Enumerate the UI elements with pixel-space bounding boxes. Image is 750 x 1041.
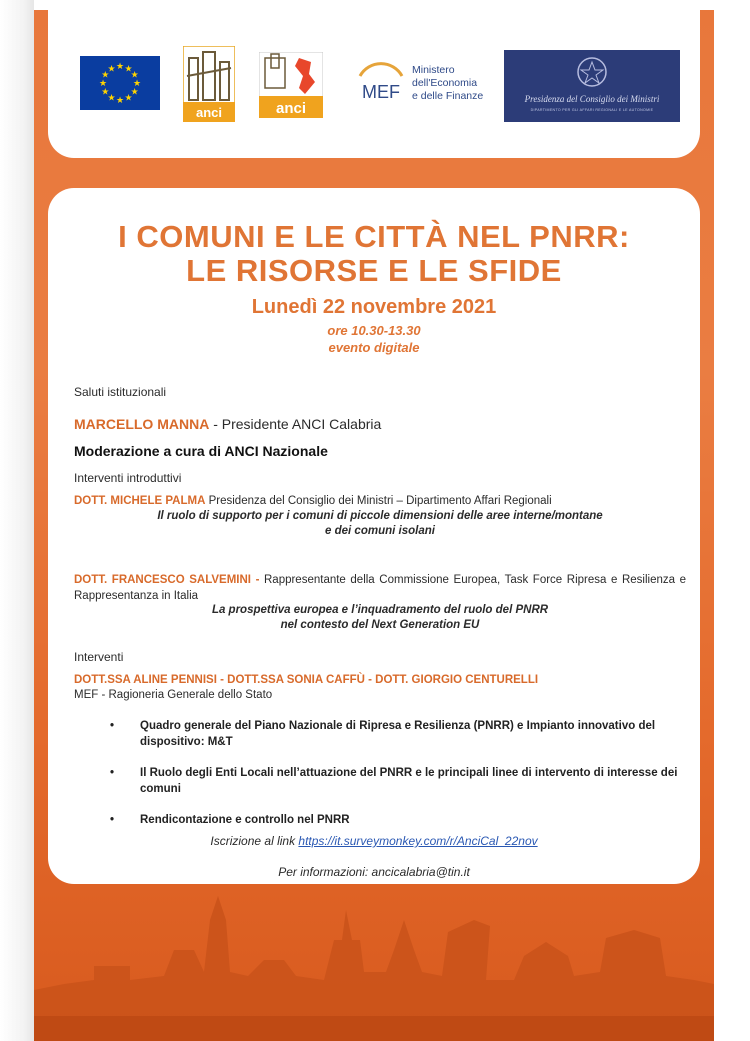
speaker2: DOTT. FRANCESCO SALVEMINI - Rappresentante della Commissione Europea, Task Force Ripresa e Resilienza e Rappresentanza in Italia (74, 574, 686, 602)
speaker2-topic: La prospettiva europea e l’inquadramento del ruolo del PNRR nel contesto del Next Generation EU (211, 604, 549, 631)
contact-info: Per informazioni: ancicalabria@tin.it (278, 865, 470, 879)
star-icon: ★ (101, 87, 110, 98)
mef-emblem-icon (354, 62, 408, 116)
star-icon: ★ (124, 64, 133, 75)
event-title: I COMUNI E LE CITTÀ NEL PNRR: LE RISORSE E LE SFIDE (118, 219, 630, 288)
star-icon: ★ (115, 96, 125, 106)
saluti-speaker: MARCELLO MANNA - Presidente ANCI Calabria (74, 416, 382, 432)
star-icon: ★ (101, 70, 110, 81)
registration: Iscrizione al link https://it.surveymonkey.com/r/AnciCal_22nov (210, 834, 538, 848)
italian-emblem-icon (504, 50, 680, 94)
registration-link[interactable]: https://it.surveymonkey.com/r/AnciCal_22nov (298, 834, 538, 848)
list-item: • Il Ruolo degli Enti Locali nell’attuazione del PNRR e le principali linee di intervento di interesse dei comuni (110, 767, 678, 795)
bullet-icon: • (110, 767, 115, 779)
list-item: • Rendicontazione e controllo nel PNRR (110, 814, 350, 826)
moderazione: Moderazione a cura di ANCI Nazionale (74, 443, 328, 459)
star-icon: ★ (130, 87, 139, 98)
mef-name: Ministero dell'Economia e delle Finanze (412, 64, 484, 102)
speakers3-org: MEF - Ragioneria Generale dello Stato (74, 689, 273, 701)
anci-calabria-logo (259, 52, 323, 118)
saluti-label: Saluti istituzionali (74, 385, 167, 399)
star-icon: ★ (107, 64, 116, 75)
presidenza-consiglio-logo (504, 50, 680, 122)
list-item: • Quadro generale del Piano Nazionale di Ripresa e Resilienza (PNRR) e Impianto innovativo del dispositivo: M&T (110, 720, 656, 748)
pcm-subtitle: DIPARTIMENTO PER GLI AFFARI REGIONALI E LE AUTONOMIE (530, 108, 654, 112)
star-icon: ★ (107, 93, 116, 104)
city-skyline-image (34, 880, 714, 1041)
event-time: ore 10.30-13.30 (327, 323, 421, 338)
event-date: Lunedì 22 novembre 2021 (251, 296, 497, 318)
eu-flag-logo (80, 56, 160, 110)
bullet-icon: • (110, 720, 115, 732)
speaker1: DOTT. MICHELE PALMA Presidenza del Consiglio dei Ministri – Dipartimento Affari Regionali (74, 495, 552, 507)
speakers3-names: DOTT.SSA ALINE PENNISI - DOTT.SSA SONIA CAFFÙ - DOTT. GIORGIO CENTURELLI (74, 674, 539, 686)
star-icon: ★ (115, 62, 125, 72)
star-icon: ★ (130, 70, 139, 81)
svg-text:anci: anci (275, 100, 307, 117)
page-edge (0, 0, 34, 1041)
pcm-title: Presidenza del Consiglio dei Ministri (524, 94, 660, 104)
flyer (34, 10, 714, 1041)
introduttivi-label: Interventi introduttivi (74, 471, 182, 485)
svg-text:anci: anci (195, 105, 223, 120)
mef-logo (354, 62, 494, 116)
event-card (48, 188, 700, 884)
logo-header (48, 10, 700, 158)
bullet-icon: • (110, 814, 115, 826)
svg-text:MEF: MEF (362, 82, 400, 102)
star-icon: ★ (98, 79, 108, 89)
star-icon: ★ (132, 79, 142, 89)
speaker1-topic: Il ruolo di supporto per i comuni di piccole dimensioni delle aree interne/montane e dei comuni isolani (157, 510, 603, 537)
topics-list (110, 718, 690, 843)
interventi-label: Interventi (74, 650, 124, 664)
event-mode: evento digitale (328, 340, 420, 355)
anci-logo (183, 46, 235, 122)
star-icon: ★ (124, 93, 133, 104)
